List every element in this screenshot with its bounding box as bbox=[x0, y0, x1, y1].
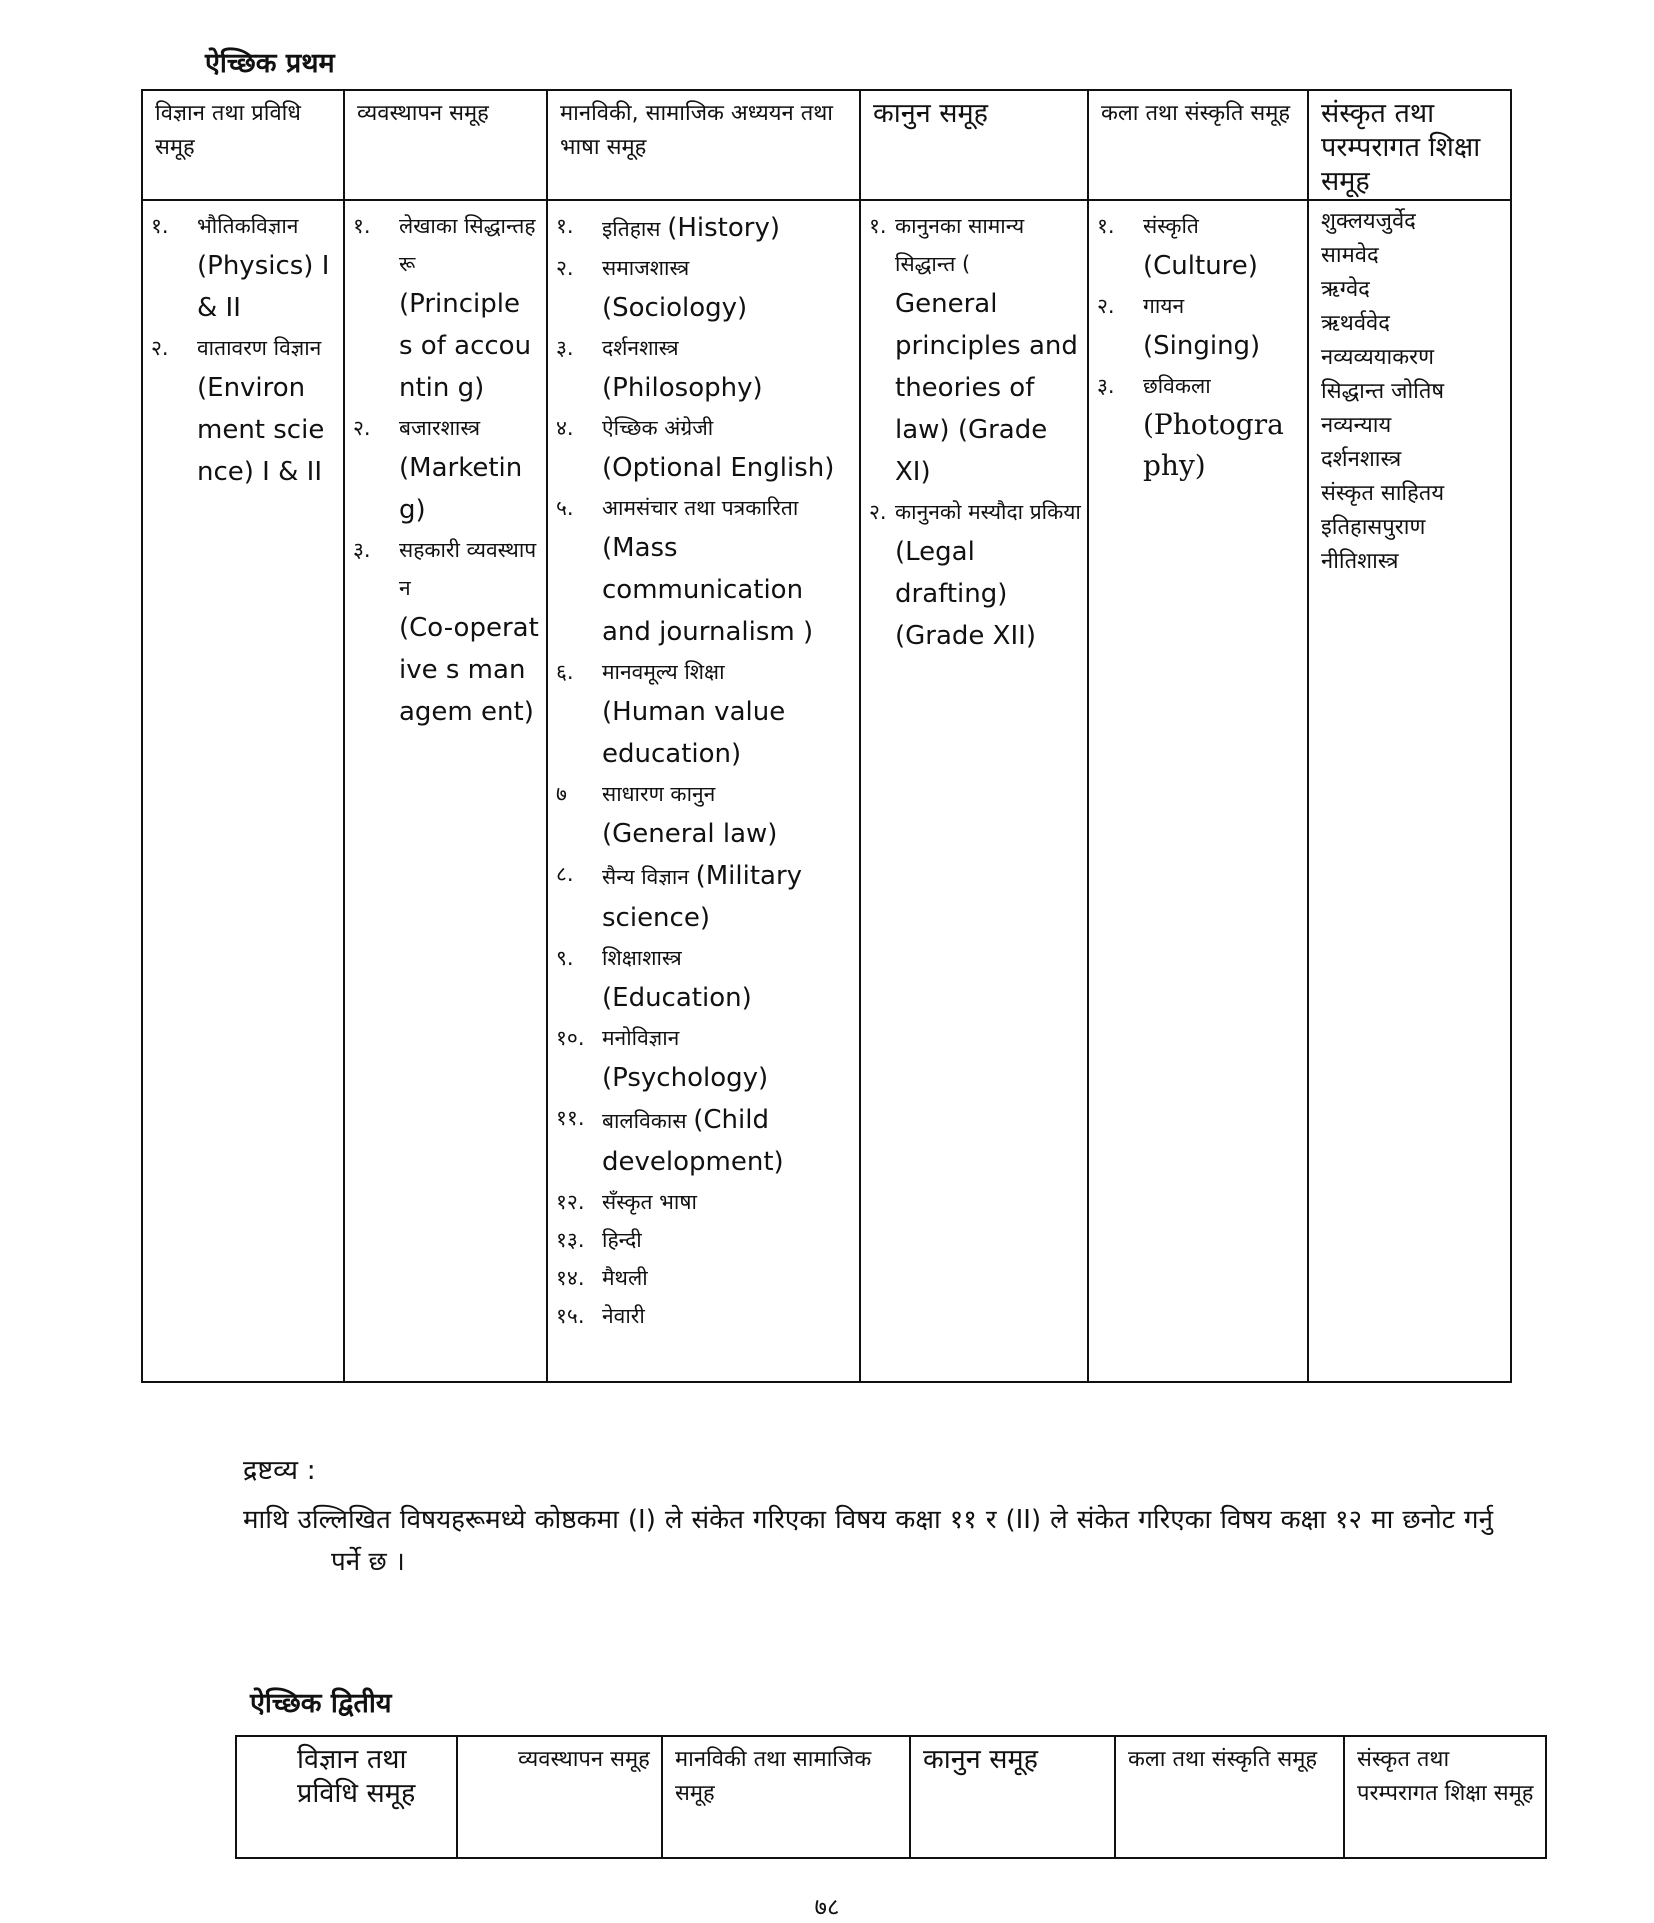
list-item: २. वातावरण विज्ञान (Environ ment science) I & II bbox=[151, 336, 325, 487]
list-item: ऋथर्ववेद bbox=[1321, 311, 1390, 336]
arts-cell bbox=[1088, 200, 1308, 1382]
section1-title: ऐच्छिक प्रथम bbox=[205, 48, 335, 79]
header-arts: कला तथा संस्कृति समूह bbox=[1088, 90, 1308, 200]
list-item: शुक्लयजुर्वेद bbox=[1321, 209, 1416, 234]
humanities-cell bbox=[547, 200, 860, 1382]
science-cell bbox=[142, 200, 344, 1382]
list-item: नव्यन्याय bbox=[1321, 413, 1392, 438]
section2-title: ऐच्छिक द्वितीय bbox=[250, 1688, 392, 1719]
science-list bbox=[143, 201, 343, 493]
header-sanskrit: संस्कृत तथा परम्परागत शिक्षा समूह bbox=[1308, 90, 1511, 200]
management-list bbox=[345, 201, 546, 733]
list-item: १. भौतिकविज्ञान (Physics) I & II bbox=[151, 214, 330, 323]
list-item: ११. बालविकास (Child development) bbox=[556, 1105, 784, 1177]
management-cell bbox=[344, 200, 547, 1382]
list-item: ऋग्वेद bbox=[1321, 277, 1370, 302]
list-item: ९. शिक्षाशास्त्र (Education) bbox=[556, 946, 752, 1013]
list-item: १३. हिन्दी bbox=[556, 1228, 642, 1252]
header-sanskrit: संस्कृत तथा परम्परागत शिक्षा समूह bbox=[1344, 1736, 1546, 1858]
note bbox=[243, 1455, 1493, 1583]
list-item: १. संस्कृति (Culture) bbox=[1097, 214, 1258, 281]
sanskrit-list bbox=[1309, 201, 1510, 579]
list-item: १५. नेवारी bbox=[556, 1304, 645, 1328]
list-item: १२. सँस्कृत भाषा bbox=[556, 1190, 697, 1214]
list-item: २. समाजशास्त्र (Sociology) bbox=[556, 256, 748, 323]
list-item: ४. ऐच्छिक अंग्रेजी (Optional English) bbox=[556, 416, 835, 483]
page-number: ७८ bbox=[814, 1893, 840, 1921]
header-science: विज्ञान तथा प्रविधि समूह bbox=[142, 90, 344, 200]
list-item: ३. दर्शनशास्त्र (Philosophy) bbox=[556, 336, 763, 403]
list-item: ३. सहकारी व्यवस्थापन (Co-operative s managem ent) bbox=[353, 538, 539, 727]
list-item: ७ साधारण कानुन (General law) bbox=[556, 782, 778, 849]
list-item: सामवेद bbox=[1321, 243, 1379, 268]
header-law: कानुन समूह bbox=[910, 1736, 1115, 1858]
header-law: कानुन समूह bbox=[860, 90, 1088, 200]
list-item: १. इतिहास (History) bbox=[556, 213, 780, 243]
header-humanities: मानविकी, सामाजिक अध्ययन तथा भाषा समूह bbox=[547, 90, 860, 200]
header-science: विज्ञान तथा प्रविधि समूह bbox=[236, 1736, 457, 1858]
list-item: सिद्धान्त जोतिष bbox=[1321, 379, 1445, 404]
list-item: ३. छविकला (Photogra phy) bbox=[1097, 374, 1284, 482]
elective-first-table bbox=[141, 89, 1512, 1383]
law-cell bbox=[860, 200, 1088, 1382]
arts-list bbox=[1089, 201, 1307, 487]
list-item: दर्शनशास्त्र bbox=[1321, 447, 1402, 472]
list-item: ५. आमसंचार तथा पत्रकारिता (Mass communication and journalism ) bbox=[556, 496, 814, 647]
list-item: २. कानुनको मस्यौदा प्रकिया (Legal drafting) (Grade XII) bbox=[869, 500, 1081, 651]
list-item: नीतिशास्त्र bbox=[1321, 549, 1399, 574]
header-management: व्यवस्थापन समूह bbox=[457, 1736, 662, 1858]
list-item: १०. मनोविज्ञान (Psychology) bbox=[556, 1026, 769, 1093]
header-arts: कला तथा संस्कृति समूह bbox=[1115, 1736, 1344, 1858]
list-item: संस्कृत साहितय bbox=[1321, 481, 1445, 506]
list-item: १. लेखाका सिद्धान्तहरू (Principle s of accountin g) bbox=[353, 214, 536, 403]
list-item: २. गायन (Singing) bbox=[1097, 294, 1261, 361]
list-item: ८. सैन्य विज्ञान (Military science) bbox=[556, 861, 803, 933]
list-item: १४. मैथली bbox=[556, 1266, 648, 1290]
list-item: इतिहासपुराण bbox=[1321, 515, 1426, 540]
list-item: ६. मानवमूल्य शिक्षा (Human value education) bbox=[556, 660, 786, 769]
list-item: नव्यव्ययाकरण bbox=[1321, 345, 1435, 370]
header-humanities: मानविकी तथा सामाजिक समूह bbox=[662, 1736, 910, 1858]
header-management: व्यवस्थापन समूह bbox=[344, 90, 547, 200]
note-title: द्रष्टव्य : bbox=[243, 1455, 316, 1486]
list-item: १. कानुनका सामान्य सिद्धान्त ( General principles and theories of law) (Grade XI) bbox=[869, 214, 1078, 487]
law-list bbox=[861, 201, 1087, 657]
sanskrit-cell bbox=[1308, 200, 1511, 1382]
list-item: २. बजारशास्त्र (Marketin g) bbox=[353, 416, 523, 525]
note-text: माथि उल्लिखित विषयहरूमध्ये कोष्ठकमा (I) ले संकेत गरिएका विषय कक्षा ११ र (II) ले संकेत गरिएका विषय कक्षा १२ मा छनोट गर्नु पर्ने छ । bbox=[243, 1505, 1493, 1578]
elective-second-table bbox=[235, 1735, 1547, 1859]
humanities-list bbox=[548, 201, 859, 1335]
